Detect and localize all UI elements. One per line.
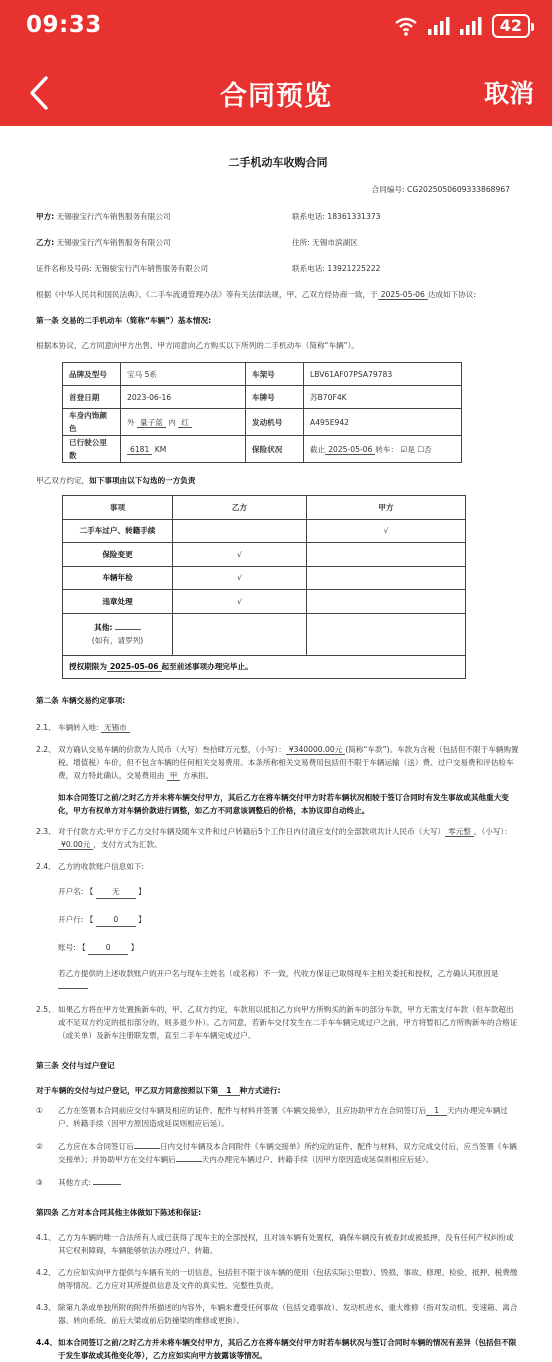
duty-other-a (307, 613, 466, 655)
clause-2-2-bold: 如本合同签订之前/之时乙方并未将车辆交付甲方，其后乙方在将车辆交付甲方时若车辆状况相较于签订合同时有发生事故或其他重大变化，甲方有权单方对车辆价款进行调整，如乙方不同意该调整后的价格，本协议即自动终止。 (58, 793, 509, 815)
clause-number: 4.4、 (36, 1338, 58, 1347)
brand-value: 宝马 5系 (121, 363, 246, 386)
intro-paragraph (36, 288, 520, 301)
option-1-text: 乙方在签署本合同前应交付车辆及相应的证件、配件与材料并签署《车辆交接单》，且应协助甲方在合同签订后 (58, 1106, 427, 1115)
duty-other-note: (如有，请罗列) (91, 636, 144, 645)
account-bank-value: 0 (96, 913, 136, 927)
clause-4-1 (36, 1231, 520, 1257)
clause-2-2-text-2: (简称“车款”)。车款为含税（包括但不限于车辆购置税、增值税）车价，但不包含车辆的任何相关交易费用。本条所称相关交易费用包括但不限于车辆运输（送）费、过户交易费和评估检车费，双方特此确认，交易费用由 (58, 745, 519, 780)
account-holder-value: 无 (96, 885, 136, 899)
article-3-intro (36, 1084, 520, 1097)
duty-other-b (173, 613, 307, 655)
duty-check-b: √ (173, 543, 307, 567)
auth-date: 2025-05-06 (107, 662, 162, 672)
article-3-intro-text: 对于车辆的交付与过户登记，甲乙双方同意按照以下第 (36, 1086, 219, 1095)
color-int: 红 (178, 418, 192, 428)
clause-2-1 (36, 721, 520, 734)
color-value (121, 409, 246, 436)
duty-check-b (173, 519, 307, 543)
clause-number: 2.3、 (36, 827, 56, 836)
color-int-label: 内 (168, 417, 176, 427)
intro-text: 根据《中华人民共和国民法典》、《二手车流通管理办法》等有关法律法规，甲、乙双方经协商一致，于 (36, 290, 378, 299)
duty-header-b: 乙方 (173, 496, 307, 520)
clause-2-4-title: 乙方的收款账户信息如下: (58, 862, 145, 871)
option-1 (36, 1104, 520, 1130)
clause-2-3 (36, 825, 520, 851)
id-value: 无锡骏宝行汽车销售服务有限公司 (94, 264, 209, 273)
duty-item: 车辆年检 (63, 566, 173, 590)
duty-row (63, 566, 466, 590)
auth-text: 授权期限为 (69, 662, 107, 672)
vin-label: 车架号 (246, 363, 304, 386)
insurance-yes: ☑是 (400, 444, 415, 454)
clause-4-4-text: 如本合同签订之前/之时乙方并未将车辆交付甲方，其后乙方在将车辆交付甲方时若车辆状况与签订合同时车辆的情况有差异（包括但不限于发生事故或其他变化等），乙方应如实向甲方披露该等情况。 (58, 1338, 517, 1360)
option-mark: ① (36, 1106, 43, 1115)
account-number: 账号: 【 0 】 (36, 941, 520, 955)
duty-intro-bold: 如下事项由以下勾选的一方负责 (89, 476, 196, 485)
party-a-row (36, 210, 520, 223)
plate-value: 苏B70F4K (304, 386, 462, 409)
option-2-blank-2 (176, 1161, 202, 1162)
auth-text-end: 起至前述事项办理完毕止。 (161, 662, 253, 672)
clause-4-2 (36, 1266, 520, 1292)
duty-other-label: 其他: (94, 623, 113, 632)
contract-number (36, 183, 510, 196)
color-ext: 量子蓝 (137, 418, 166, 428)
duty-intro (36, 474, 520, 487)
clause-2-2-payer: 甲 (167, 771, 181, 781)
clause-2-5-text: 如果乙方将在甲方处置换新车的，甲、乙双方约定，车款用以抵扣乙方向甲方所购买的新车的部分车款，甲方无需支付车款（但车款超出或不足双方约定的抵扣部分的，则多退少补）。乙方同意，若新车交付发生在二手车车辆完成过户之前，甲方将暂扣乙方所购新车的合格证（或关单）及新车注册联发票，直至二手车车辆完成过户。 (58, 1005, 518, 1040)
insurance-date: 2025-05-06 (325, 445, 375, 455)
option-mark: ③ (36, 1178, 43, 1187)
clause-number: 2.5、 (36, 1005, 56, 1014)
clause-number: 4.1、 (36, 1233, 56, 1242)
insurance-value (304, 436, 462, 463)
status-time: 09:33 (26, 12, 102, 38)
clause-2-3-amount: 零元整 (445, 827, 474, 837)
party-b-label: 乙方: (36, 238, 55, 247)
wifi-icon (394, 16, 418, 36)
address-b: 无锡市滨湖区 (312, 238, 358, 247)
id-label: 证件名称及号码: (36, 264, 92, 273)
duty-item: 二手车过户、转籍手续 (63, 519, 173, 543)
clause-2-3-text-2: ，（小写）： (473, 827, 512, 836)
article-3-title: 第三条 交付与过户登记 (36, 1061, 115, 1070)
auth-row (63, 655, 466, 679)
battery-icon: 42 (492, 14, 530, 38)
signal-icon (428, 17, 450, 35)
clause-2-3-text: 对于付款方式:甲方于乙方交付车辆及随车文件和过户转籍后5个工作日内付清应支付的全部款项共计人民币（大写） (58, 827, 446, 836)
account-number-value: 0 (88, 941, 128, 955)
duty-other (63, 613, 173, 655)
address-label: 住所: (292, 238, 310, 247)
clause-4-2-text: 乙方应如实向甲方提供与车辆有关的一切信息，包括但不限于该车辆的使用（包括实际公里数）、毁损、事故、修理、检验、抵押、税费缴纳等情况。乙方应对其所提供信息及文件的真实性、完整性负责。 (58, 1268, 518, 1290)
cancel-button[interactable]: 取消 (483, 79, 534, 108)
brand-label: 品牌及型号 (63, 363, 121, 386)
party-a-name: 无锡骏宝行汽车销售服务有限公司 (56, 212, 171, 221)
article-1-text: 根据本协议，乙方同意向甲方出售、甲方同意向乙方购买以下所列的二手机动车（简称“车辆”）。 (36, 341, 360, 350)
party-b-row (36, 236, 520, 249)
duty-check-a: √ (307, 519, 466, 543)
insurance-label: 保险状况 (246, 436, 304, 463)
mileage-label: 已行驶公里数 (63, 436, 121, 463)
clause-number: 4.3、 (36, 1303, 56, 1312)
duty-item: 保险变更 (63, 543, 173, 567)
duty-other-blank (115, 629, 141, 630)
phone-b-label: 联系电话: (292, 264, 325, 273)
contract-no-label: 合同编号: (371, 185, 405, 194)
duty-intro-text: 甲乙双方约定， (36, 476, 90, 485)
clause-number: 2.4、 (36, 862, 56, 871)
engine-value: A495E942 (304, 409, 462, 436)
clause-4-3 (36, 1301, 520, 1327)
clause-number: 2.2、 (36, 745, 56, 754)
phone-a: 18361331373 (327, 212, 381, 221)
clause-2-2 (36, 743, 520, 782)
duty-header-a: 甲方 (307, 496, 466, 520)
contract-document (36, 126, 520, 1362)
insurance-no: ☐否 (417, 444, 432, 454)
page-title: 合同预览 (220, 81, 332, 112)
contract-title: 二手机动车收购合同 (228, 156, 328, 169)
account-number-label: 账号: (58, 943, 76, 952)
option-2 (36, 1140, 520, 1166)
mileage-number: 6181 (127, 445, 152, 455)
status-bar (0, 0, 552, 60)
clause-2-4-note-text: 若乙方提供的上述收款账户的开户名与现车主姓名（或名称）不一致，代收方保证已取得现车主相关委托和授权，乙方确认其原因是 (58, 969, 499, 978)
clause-2-4-blank (58, 988, 88, 989)
account-holder-label: 开户名: (58, 887, 84, 896)
duty-check-a (307, 543, 466, 567)
clause-2-1-label: 车辆转入地: (58, 723, 99, 732)
insurance-pre: 截止 (310, 444, 326, 454)
article-3-intro-end: 种方式进行: (239, 1086, 281, 1095)
signal-icon-2 (460, 17, 482, 35)
contract-no-value: CG2025050609333868967 (407, 185, 510, 194)
clause-2-3-small: ¥0.00元 (58, 840, 93, 850)
insurance-post: 转车： (375, 444, 399, 454)
auth-period (63, 655, 466, 679)
duty-item: 违章处理 (63, 590, 173, 614)
option-2-text-2: 日内交付车辆及本合同附件《车辆交接单》所约定的证件、配件与材料，双方完成交付后，应当签署《车辆交接单》；并协助甲方在交付车辆后 (58, 1142, 517, 1164)
status-icons (394, 14, 530, 38)
phone-b: 13921225222 (327, 264, 381, 273)
account-bank-label: 开户行: (58, 915, 84, 924)
reg-date-label: 首登日期 (63, 386, 121, 409)
plate-label: 车牌号 (246, 386, 304, 409)
intro-date: 2025-05-06 (378, 290, 428, 300)
article-4-title: 第四条 乙方对本合同其他主体做如下陈述和保证: (36, 1208, 202, 1217)
clause-2-4-note (36, 967, 520, 993)
clause-2-3-text-3: ，支付方式为汇款。 (93, 840, 162, 849)
option-1-text-2: 天内办理完车辆过户、转籍手续（因甲方原因造成延误则相应后延）。 (58, 1106, 508, 1128)
mileage-value (121, 436, 246, 463)
id-row (36, 262, 520, 275)
party-a-label: 甲方: (36, 212, 55, 221)
engine-label: 发动机号 (246, 409, 304, 436)
option-2-text: 乙方应在本合同签订后 (58, 1142, 134, 1151)
option-1-days: 1 (426, 1106, 447, 1116)
account-holder: 开户名: 【 无 】 (36, 885, 520, 899)
nav-bar (0, 60, 552, 126)
duty-check-b: √ (173, 566, 307, 590)
clause-2-2-text: 双方确认交易车辆的价款为人民币（大写）叁拾肆万元整，（小写）： (58, 745, 286, 754)
article-3-choice: 1 (218, 1086, 239, 1096)
article-1-title: 第一条 交易的二手机动车（简称“车辆”）基本情况: (36, 316, 212, 325)
duty-row (63, 590, 466, 614)
clause-4-3-text: 除第九条或单独所附的附件所描述的内容外，车辆未遭受任何事故（包括交通事故）、发动机进水、重大维修（指对发动机、变速箱、离合器、转向系统、前后大梁或前后防撞梁的维修或更换）。 (58, 1303, 518, 1325)
duty-check-a (307, 566, 466, 590)
option-3-blank (93, 1184, 121, 1185)
party-b-name: 无锡骏宝行汽车销售服务有限公司 (56, 238, 171, 247)
color-ext-label: 外 (127, 417, 135, 427)
option-3-text: 其他方式: (58, 1178, 91, 1187)
duty-row (63, 543, 466, 567)
option-2-blank-1 (134, 1148, 160, 1149)
duty-check-a (307, 590, 466, 614)
option-2-text-3: 天内办理完车辆过户、转籍手续（因甲方原因造成延误则相应后延）。 (201, 1155, 434, 1164)
duty-other-row (63, 613, 466, 655)
color-label: 车身内饰颜色 (63, 409, 121, 436)
clause-number: 2.1、 (36, 723, 56, 732)
duty-check-b: √ (173, 590, 307, 614)
duty-row (63, 519, 466, 543)
clause-2-2-text-3: 方承担。 (182, 771, 214, 780)
clause-2-4 (36, 860, 520, 873)
clause-2-1-value: 无锡市 (101, 723, 130, 733)
article-2-title: 第二条 车辆交易约定事项: (36, 696, 126, 705)
intro-text-end: 达成如下协议: (427, 290, 476, 299)
clause-2-2-price: ¥340000.00元 (286, 745, 346, 755)
mileage-unit: KM (154, 444, 167, 454)
clause-4-1-text: 乙方为车辆的唯一合法所有人或已获得了现车主的全部授权，且对该车辆有处置权，确保车辆没有被查封或被抵押，没有任何产权纠纷或其它权利障碍，车辆能够依法办理过户、转籍。 (58, 1233, 514, 1255)
duty-header-item: 事项 (63, 496, 173, 520)
clause-number: 4.2、 (36, 1268, 56, 1277)
vehicle-info-table (62, 362, 462, 463)
option-mark: ② (36, 1142, 43, 1151)
account-bank: 开户行: 【 0 】 (36, 913, 520, 927)
vin-value: LBV61AF07PSA79783 (304, 363, 462, 386)
duty-table (62, 495, 466, 679)
reg-date-value: 2023-06-16 (121, 386, 246, 409)
clause-4-4 (36, 1336, 520, 1362)
option-3 (36, 1176, 520, 1189)
phone-a-label: 联系电话: (292, 212, 325, 221)
clause-2-5 (36, 1003, 520, 1042)
